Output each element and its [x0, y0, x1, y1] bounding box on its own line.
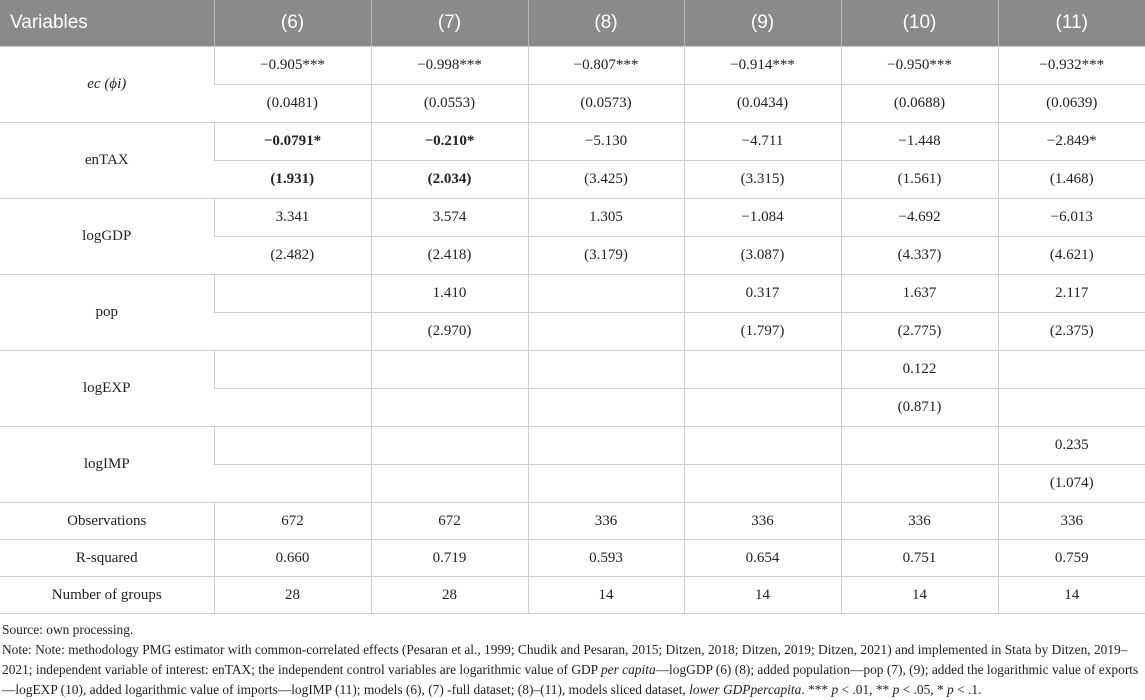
table-cell: (1.797) [684, 313, 841, 351]
table-cell: (0.0688) [841, 85, 998, 123]
header-row [0, 0, 1145, 47]
table-row [0, 540, 1145, 577]
table-cell [214, 275, 371, 313]
table-cell: 0.759 [998, 540, 1145, 577]
row-label-pop: pop [0, 275, 214, 351]
table-row [0, 427, 1145, 465]
table-cell [528, 389, 684, 427]
column-header: (7) [371, 0, 528, 47]
column-header: (10) [841, 0, 998, 47]
table-cell: 14 [841, 577, 998, 614]
table-cell [371, 389, 528, 427]
table-cell: −5.130 [528, 123, 684, 161]
table-cell: 336 [841, 503, 998, 540]
table-cell: 0.751 [841, 540, 998, 577]
table-cell: 672 [214, 503, 371, 540]
table-cell: 1.410 [371, 275, 528, 313]
table-cell: 0.235 [998, 427, 1145, 465]
table-cell: −2.849* [998, 123, 1145, 161]
note-text: . *** [801, 682, 832, 697]
table-cell [684, 465, 841, 503]
column-header: (8) [528, 0, 684, 47]
table-cell: 14 [528, 577, 684, 614]
table-cell: (2.418) [371, 237, 528, 275]
table-cell: (2.970) [371, 313, 528, 351]
column-header: Variables [0, 0, 214, 47]
table-cell [371, 427, 528, 465]
table-cell: (0.0481) [214, 85, 371, 123]
table-cell: (4.621) [998, 237, 1145, 275]
table-cell: (1.074) [998, 465, 1145, 503]
table-cell: (1.468) [998, 161, 1145, 199]
table-row [0, 199, 1145, 237]
table-cell: 28 [371, 577, 528, 614]
table-cell [214, 465, 371, 503]
table-cell: (3.179) [528, 237, 684, 275]
table-cell: (3.315) [684, 161, 841, 199]
column-header: (9) [684, 0, 841, 47]
row-label-ec: ec (ϕi) [0, 47, 214, 123]
table-cell [214, 351, 371, 389]
row-label-logimp: logIMP [0, 427, 214, 503]
table-cell [528, 465, 684, 503]
row-label-loggdp: logGDP [0, 199, 214, 275]
table-cell: 336 [528, 503, 684, 540]
table-row [0, 47, 1145, 85]
table-cell: 0.654 [684, 540, 841, 577]
table-cell: (3.425) [528, 161, 684, 199]
table-cell: −0.905*** [214, 47, 371, 85]
table-cell: 1.637 [841, 275, 998, 313]
table-cell [684, 389, 841, 427]
table-cell: (2.775) [841, 313, 998, 351]
table-cell: 3.574 [371, 199, 528, 237]
table-cell: 0.317 [684, 275, 841, 313]
table-cell: 14 [684, 577, 841, 614]
table-cell [684, 351, 841, 389]
table-cell: −0.807*** [528, 47, 684, 85]
row-label-observations: Observations [0, 503, 214, 540]
table-cell: (2.482) [214, 237, 371, 275]
table-cell: 1.305 [528, 199, 684, 237]
table-cell: 3.341 [214, 199, 371, 237]
table-notes [0, 614, 1145, 700]
table-cell: 14 [998, 577, 1145, 614]
table-cell [841, 427, 998, 465]
table-cell: (0.871) [841, 389, 998, 427]
table-cell: 0.719 [371, 540, 528, 577]
table-cell [214, 427, 371, 465]
table-cell: 0.593 [528, 540, 684, 577]
note-text: < .01, ** [838, 682, 893, 697]
table-cell: −1.448 [841, 123, 998, 161]
table-cell: 336 [998, 503, 1145, 540]
note-text-italic: p [831, 682, 839, 697]
table-row [0, 351, 1145, 389]
table-cell [998, 351, 1145, 389]
table-cell: −0.950*** [841, 47, 998, 85]
note-text: < .05, * [899, 682, 948, 697]
table-cell: −4.692 [841, 199, 998, 237]
table-cell: (0.0639) [998, 85, 1145, 123]
table-cell: (0.0573) [528, 85, 684, 123]
table-cell: −4.711 [684, 123, 841, 161]
table-cell: (4.337) [841, 237, 998, 275]
table-row [0, 123, 1145, 161]
table-cell: (2.375) [998, 313, 1145, 351]
column-header: (11) [998, 0, 1145, 47]
methodology-note [2, 640, 1141, 700]
table-cell: −0.998*** [371, 47, 528, 85]
table-cell: 0.660 [214, 540, 371, 577]
table-row [0, 577, 1145, 614]
note-text-italic: per capita [600, 662, 656, 677]
table-cell: −0.0791* [214, 123, 371, 161]
table-cell: 28 [214, 577, 371, 614]
table-cell [371, 465, 528, 503]
table-cell: (0.0434) [684, 85, 841, 123]
table-row [0, 275, 1145, 313]
table-cell: 672 [371, 503, 528, 540]
note-text: —logGDP (6) (8); added population—pop (7), (9); added the logarithmic value of exports—logEXP (10), added logarithmic value of imports—logIMP (11); models (6), (7) -full dataset; (8)–(11), models sliced dataset, [2, 662, 1139, 697]
table-cell: −1.084 [684, 199, 841, 237]
table-cell: 2.117 [998, 275, 1145, 313]
table-cell [998, 389, 1145, 427]
note-text-italic: p [947, 682, 954, 697]
table-cell [841, 465, 998, 503]
table-cell: 0.122 [841, 351, 998, 389]
column-header: (6) [214, 0, 371, 47]
table-cell [528, 313, 684, 351]
table-cell: 336 [684, 503, 841, 540]
table-cell: −0.210* [371, 123, 528, 161]
table-cell: (0.0553) [371, 85, 528, 123]
note-text: < .1. [953, 682, 982, 697]
table-cell: −0.932*** [998, 47, 1145, 85]
note-text: Note: Note: methodology PMG estimator with common-correlated effects (Pesaran et al., 1999; Chudik and Pesaran, 2015; Ditzen, 2018; Ditzen, 2019; Ditzen, 2021) and implemented in Stata by Ditzen, 2019–2021; independent variable of interest: enTAX; the independent control variables are logarithmic value of GDP [2, 642, 1128, 677]
table-cell: (3.087) [684, 237, 841, 275]
row-label-r-squared: R-squared [0, 540, 214, 577]
table-cell [684, 427, 841, 465]
note-text-italic: lower GDPpercapita [689, 682, 802, 697]
table-cell: (1.931) [214, 161, 371, 199]
source-note: Source: own processing. [2, 622, 134, 637]
table-cell [214, 389, 371, 427]
table-cell: −6.013 [998, 199, 1145, 237]
table-cell: (1.561) [841, 161, 998, 199]
row-label-logexp: logEXP [0, 351, 214, 427]
table-cell [528, 275, 684, 313]
row-label-entax: enTAX [0, 123, 214, 199]
row-label-number-of-groups: Number of groups [0, 577, 214, 614]
table-cell: −0.914*** [684, 47, 841, 85]
table-row [0, 503, 1145, 540]
table-cell: (2.034) [371, 161, 528, 199]
table-cell [214, 313, 371, 351]
table-cell [528, 351, 684, 389]
table-cell [371, 351, 528, 389]
note-text-italic: p [892, 682, 900, 697]
table-cell [528, 427, 684, 465]
